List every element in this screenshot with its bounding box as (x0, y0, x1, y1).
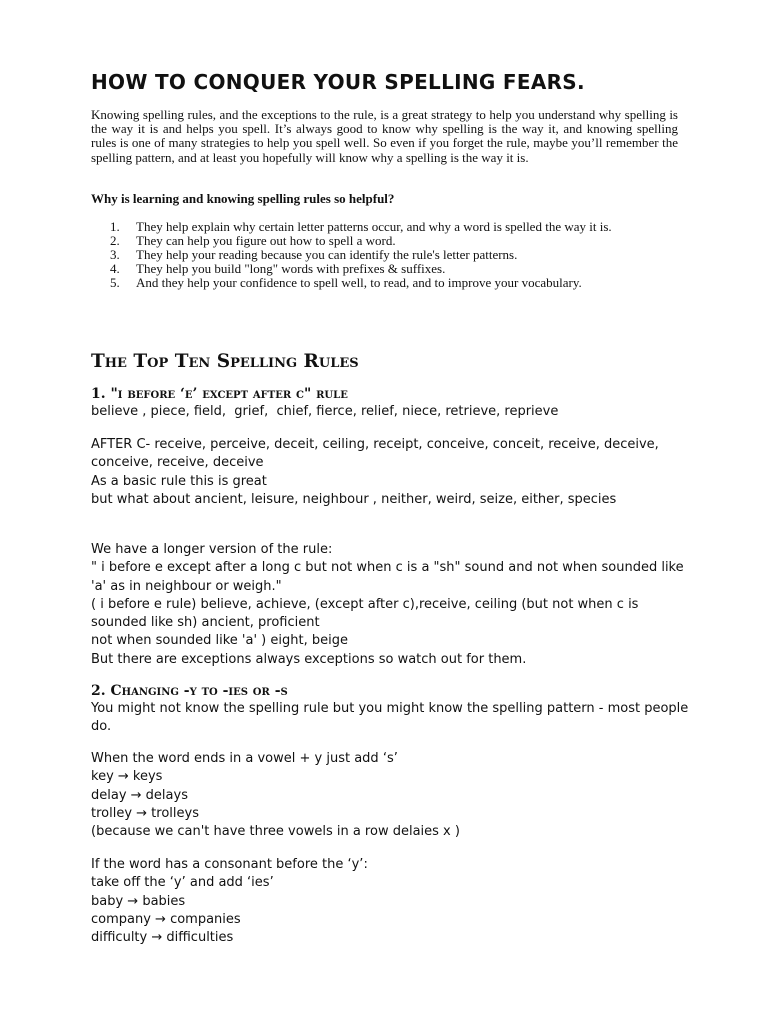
vowel-rule-text: When the word ends in a vowel + y just add ‘s’ (91, 751, 398, 766)
longer-quote-text: " i before e except after a long c but not when c is a "sh" sound and not when sounded like 'a' as in neighbour or weigh." (91, 560, 688, 594)
document-title: HOW TO CONQUER YOUR SPELLING FEARS. (91, 70, 585, 94)
rule-1-example-text: believe , piece, field, grief, chief, fierce, relief, niece, retrieve, reprieve (91, 404, 559, 419)
rule-1-after-c-block (91, 436, 691, 509)
list-item (110, 262, 680, 276)
list-number: 1. (110, 219, 120, 234)
example-line: difficulty → difficulties (91, 930, 234, 946)
example-line: key → keys (91, 769, 163, 785)
list-text: They help you build "long" words with prefixes & suffixes. (136, 261, 446, 276)
list-item (110, 234, 680, 248)
consonant-step-text: take off the ‘y’ and add ‘ies’ (91, 875, 274, 891)
example-line: company → companies (91, 911, 241, 927)
longer-example-text: ( i before e rule) believe, achieve, (except after c),receive, ceiling (but not when c is sounded like sh) ancient, proficient (91, 596, 643, 631)
rule-2-consonant-block (91, 856, 691, 947)
section-title: The Top Ten Spelling Rules (91, 351, 359, 372)
list-text: And they help your confidence to spell well, to read, and to improve your vocabulary. (136, 275, 582, 290)
rule-1-heading: 1. "i before ‘e’ except after c" rule (91, 386, 348, 402)
rule-2-vowel-block (91, 750, 691, 841)
intro-paragraph: Knowing spelling rules, and the exceptions to the rule, is a great strategy to help you understand why spelling is the way it is and helps you spell. It’s always good to know why spelling is the way it, and knowing spelling rules is one of many strategies to help you spell well. So even if you forget the rule, maybe you’ll remember the spelling pattern, and at least you hopefully will know why a spelling is the way it is. (91, 107, 678, 165)
longer-intro-text: We have a longer version of the rule: (91, 542, 333, 557)
reasons-list (110, 220, 680, 290)
rule-2-heading: 2. Changing -y to -ies or -s (91, 683, 288, 699)
list-number: 5. (110, 275, 120, 290)
not-when-text: not when sounded like 'a' ) eight, beige (91, 633, 348, 649)
list-item (110, 220, 680, 234)
question-heading: Why is learning and knowing spelling rules so helpful? (91, 191, 395, 206)
basic-rule-text: As a basic rule this is great (91, 473, 267, 489)
list-text: They help explain why certain letter patterns occur, and why a word is spelled the way it is. (136, 219, 612, 234)
list-number: 4. (110, 261, 120, 276)
example-line: baby → babies (91, 893, 186, 909)
list-item (110, 248, 680, 262)
vowel-note-text: (because we can't have three vowels in a row delaies x ) (91, 824, 460, 840)
example-line: trolley → trolleys (91, 805, 199, 821)
after-c-text: AFTER C- receive, perceive, deceit, ceiling, receipt, conceive, conceit, receive, deceive, conceive, receive, deceive (91, 437, 663, 471)
list-text: They help your reading because you can identify the rule's letter patterns. (136, 247, 518, 262)
rule-2-intro-text: You might not know the spelling rule but you might know the spelling pattern - most people do. (91, 701, 693, 735)
but-what-text: but what about ancient, leisure, neighbour , neither, weird, seize, either, species (91, 491, 617, 507)
rule-2-intro (91, 700, 691, 737)
list-text: They can help you figure out how to spell a word. (136, 233, 396, 248)
list-number: 2. (110, 233, 120, 248)
exceptions-text: But there are exceptions always exceptions so watch out for them. (91, 651, 527, 667)
consonant-rule-text: If the word has a consonant before the ‘y’: (91, 857, 368, 872)
list-item (110, 276, 680, 290)
example-line: delay → delays (91, 787, 188, 803)
rule-1-longer-block (91, 541, 691, 669)
list-number: 3. (110, 247, 120, 262)
rule-1-examples (91, 403, 691, 421)
